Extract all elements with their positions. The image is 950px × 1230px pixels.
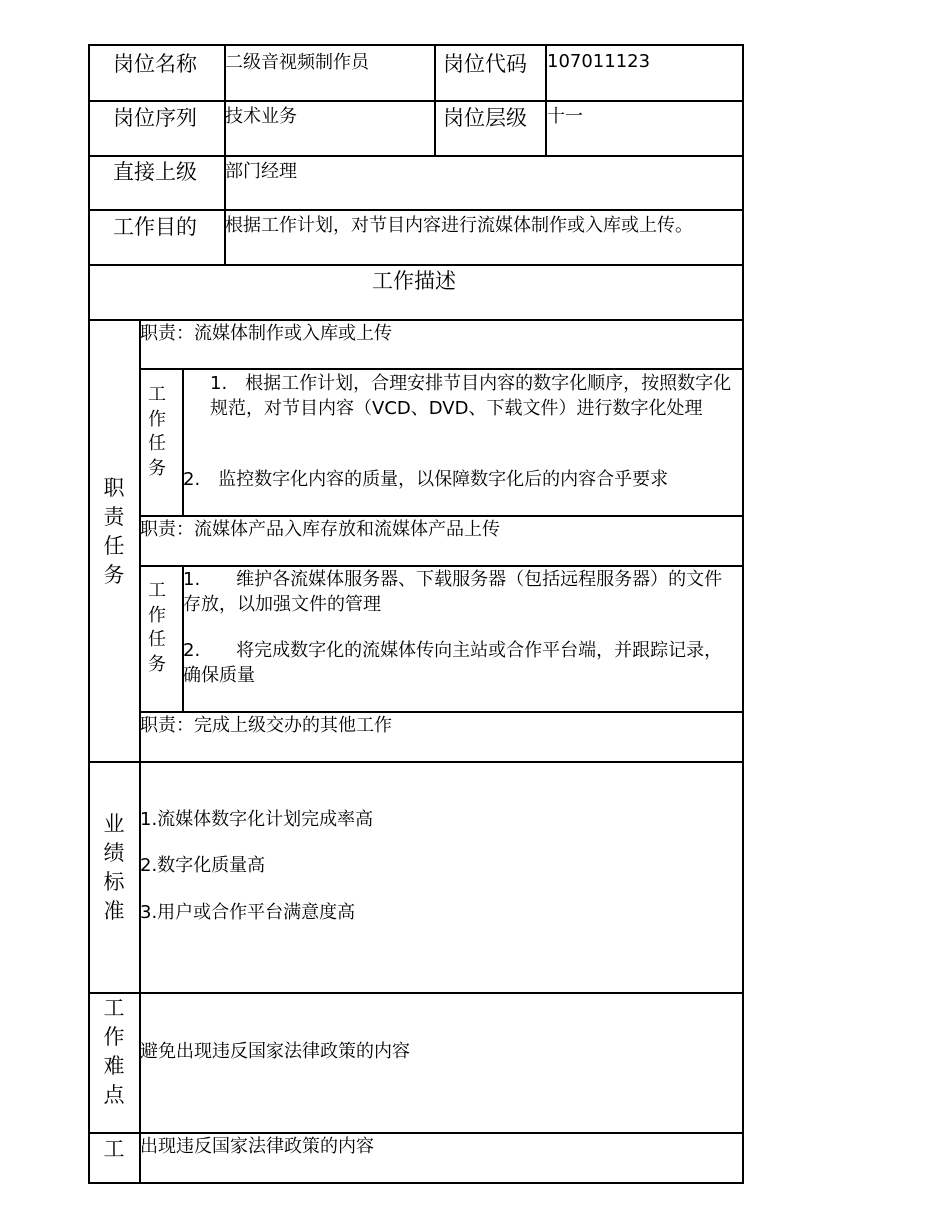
table-border [88, 319, 744, 321]
duty-1-task-label: 工作任务 [148, 384, 166, 479]
performance-label: 业绩标准 [103, 812, 125, 923]
table-border [88, 209, 744, 211]
last-row-text: 出现违反国家法律政策的内容 [140, 1136, 374, 1157]
duties-section-label: 职责任务 [103, 476, 125, 587]
duty-2-task-2: 2. 将完成数字化的流媒体传向主站或合作平台端，并跟踪记录，确保质量 [183, 640, 723, 686]
description-title: 工作描述 [372, 269, 456, 293]
supervisor-value: 部门经理 [225, 161, 297, 182]
table-border [88, 264, 744, 266]
duty-2-title: 职责：流媒体产品入库存放和流媒体产品上传 [140, 519, 500, 540]
performance-item: 1.流媒体数字化计划完成率高 [140, 809, 374, 830]
position-name-label: 岗位名称 [113, 52, 197, 76]
position-series-label: 岗位序列 [113, 106, 197, 130]
position-name-value: 二级音视频制作员 [225, 52, 369, 73]
duty-1-title: 职责：流媒体制作或入库或上传 [140, 323, 392, 344]
duty-1-task-2: 2. 监控数字化内容的质量，以保障数字化后的内容合乎要求 [183, 469, 669, 490]
difficulty-text: 避免出现违反国家法律政策的内容 [140, 1041, 410, 1062]
table-border [139, 565, 744, 567]
table-border [88, 44, 90, 1183]
position-code-label: 岗位代码 [443, 52, 527, 76]
duty-2-task-1: 1. 维护各流媒体服务器、下载服务器（包括远程服务器）的文件存放，以加强文件的管理 [183, 569, 723, 615]
table-border [88, 1132, 744, 1134]
table-border [139, 368, 744, 370]
position-level-label: 岗位层级 [443, 106, 527, 130]
position-code-value: 107011123 [547, 51, 651, 72]
purpose-value: 根据工作计划，对节目内容进行流媒体制作或入库或上传。 [225, 215, 693, 236]
last-row-label: 工 [103, 1137, 125, 1161]
duty-3-title: 职责：完成上级交办的其他工作 [140, 715, 392, 736]
table-border [182, 368, 184, 516]
table-border [742, 44, 744, 1183]
supervisor-label: 直接上级 [113, 160, 197, 184]
duty-2-task-label: 工作任务 [148, 580, 166, 675]
table-border [139, 515, 744, 517]
performance-item: 3.用户或合作平台满意度高 [140, 902, 356, 923]
duty-1-task-1: 1. 根据工作计划，合理安排节目内容的数字化顺序，按照数字化规范，对节目内容（VCD、DVD、下载文件）进行数字化处理 [210, 373, 732, 419]
table-border [88, 761, 744, 763]
table-border [88, 100, 744, 102]
table-border [88, 992, 744, 994]
position-series-value: 技术业务 [225, 106, 297, 127]
table-border [434, 44, 436, 156]
table-border [88, 1182, 744, 1184]
purpose-label: 工作目的 [113, 215, 197, 239]
difficulty-label: 工作难点 [103, 996, 125, 1107]
performance-item: 2.数字化质量高 [140, 855, 266, 876]
table-border [88, 155, 744, 157]
table-border [139, 711, 744, 713]
table-border [88, 44, 744, 46]
position-level-value: 十一 [547, 106, 583, 127]
